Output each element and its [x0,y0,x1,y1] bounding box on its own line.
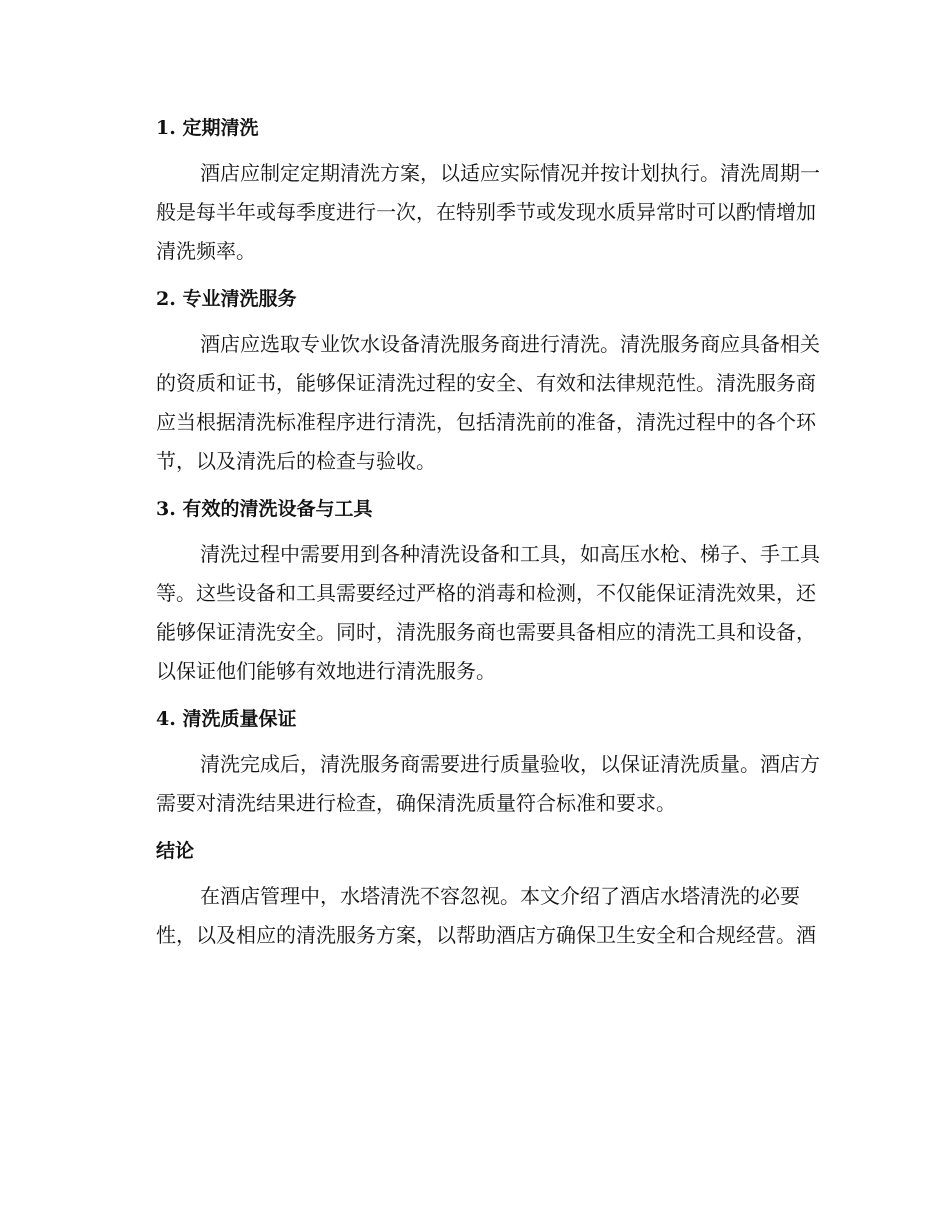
section-paragraph [112,154,838,271]
section-heading: 结论 [156,840,195,862]
paragraph-line: 应当根据清洗标准程序进行清洗，包括清洗前的准备，清洗过程中的各个环 [156,410,816,434]
section-heading: 3. 有效的清洗设备与工具 [156,498,373,520]
paragraph-line: 酒店应选取专业饮水设备清洗服务商进行清洗。清洗服务商应具备相关 [200,332,820,356]
paragraph-line: 清洗完成后，清洗服务商需要进行质量验收，以保证清洗质量。酒店方 [200,752,820,776]
paragraph-line: 节，以及清洗后的检查与验收。 [156,449,436,473]
section-heading: 1. 定期清洗 [156,117,259,139]
paragraph-line: 以保证他们能够有效地进行清洗服务。 [156,659,496,683]
section-3 [112,489,838,691]
paragraph-line: 清洗频率。 [156,239,256,263]
section-heading: 4. 清洗质量保证 [156,708,297,730]
section-paragraph [112,325,838,481]
paragraph-line: 般是每半年或每季度进行一次，在特别季节或发现水质异常时可以酌情增加 [156,200,816,224]
paragraph-line: 的资质和证书，能够保证清洗过程的安全、有效和法律规范性。清洗服务商 [156,371,816,395]
section-paragraph [112,745,838,823]
paragraph-line: 等。这些设备和工具需要经过严格的消毒和检测，不仅能保证清洗效果，还 [156,581,816,605]
paragraph-line: 在酒店管理中，水塔清洗不容忽视。本文介绍了酒店水塔清洗的必要 [200,884,800,908]
section-1 [112,108,838,271]
paragraph-line: 性，以及相应的清洗服务方案，以帮助酒店方确保卫生安全和合规经营。酒 [156,923,816,947]
paragraph-line: 需要对清洗结果进行检查，确保清洗质量符合标准和要求。 [156,791,676,815]
paragraph-line: 酒店应制定定期清洗方案，以适应实际情况并按计划执行。清洗周期一 [200,161,820,185]
section-heading: 2. 专业清洗服务 [156,288,297,310]
section-paragraph [112,877,838,955]
section-paragraph [112,535,838,691]
section-4 [112,699,838,823]
document-page [112,108,838,955]
section-conclusion [112,831,838,955]
paragraph-line: 清洗过程中需要用到各种清洗设备和工具，如高压水枪、梯子、手工具 [200,542,820,566]
paragraph-line: 能够保证清洗安全。同时，清洗服务商也需要具备相应的清洗工具和设备， [156,620,816,644]
section-2 [112,279,838,481]
